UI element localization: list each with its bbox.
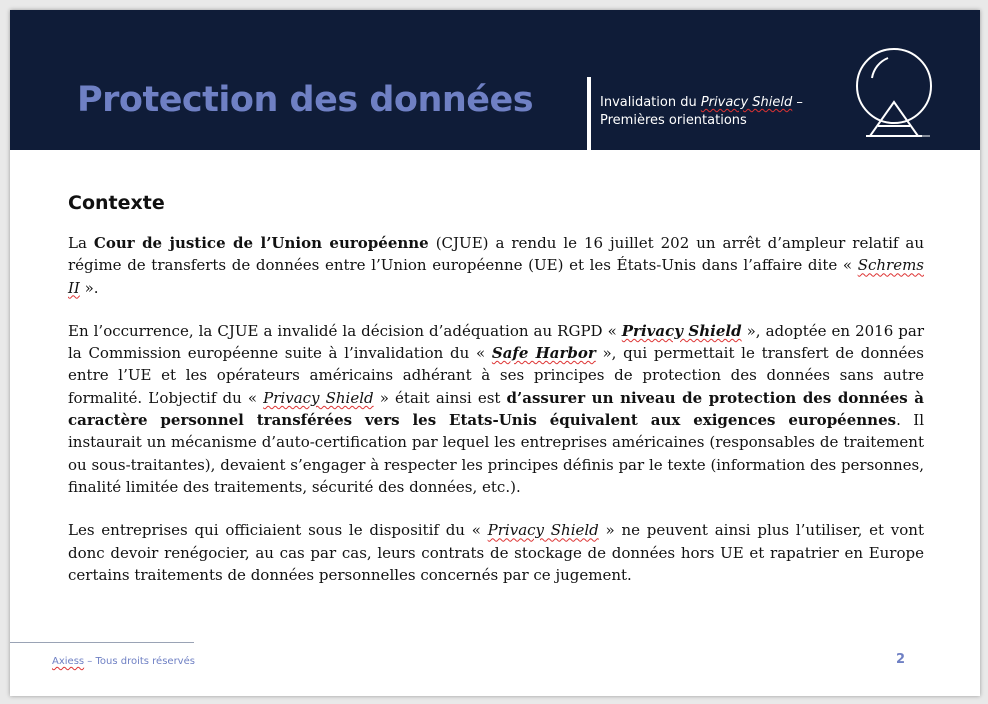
bold-italic-run: Safe Harbor (491, 344, 596, 363)
text-run: » était ainsi est (373, 388, 507, 407)
subtitle-prefix: Invalidation du (600, 95, 701, 110)
text-run: (CJUE) a rendu le 16 juillet 202 un arrêt d’ampleur relatif au régime de transferts de données entre l’Union européenne (UE) et les États-Unis dans l’affaire dite « (68, 234, 925, 275)
page-number: 2 (896, 652, 906, 667)
text-run: Les entreprises qui officiaient sous le dispositif du « (68, 521, 488, 540)
text-run: En l’occurrence, la CJUE a invalidé la décision d’adéquation au RGPD « (68, 321, 622, 340)
header-banner (10, 10, 980, 150)
subtitle-suffix: – (792, 95, 803, 110)
header-divider (587, 77, 591, 150)
text-run: », qui permettait le transfert de données entre l’UE et les opérateurs américains adhérant à ses principes de protection des données sans autre formalité. L’objectif du « (68, 344, 924, 407)
document-page (10, 10, 980, 696)
text-run: » ne peuvent ainsi plus l’utiliser, et vont donc devoir renégocier, au cas par cas, leurs contrats de stockage de données hors UE et rapatrier en Europe certains traitements de données personnelles concernés par ce jugement. (68, 521, 924, 584)
text-run: », adoptée en 2016 par la Commission européenne suite à l’invalidation du « (68, 321, 924, 363)
main-content (68, 190, 924, 607)
paragraph-consequences (68, 519, 924, 586)
italic-run: Privacy Shield (263, 388, 374, 407)
text-run: ». (79, 278, 99, 297)
footer-brand: Axiess (52, 656, 85, 667)
paragraph-intro (68, 232, 924, 299)
footer-divider (10, 642, 194, 643)
bold-run: Cour de justice de l’Union européenne (93, 234, 429, 252)
subtitle-italic: Privacy Shield (700, 95, 793, 110)
italic-run: Schrems II (68, 256, 924, 297)
header-subtitle (600, 94, 803, 130)
italic-run: Privacy Shield (487, 521, 599, 540)
bold-run: d’assurer un niveau de protection des données à caractère personnel transférées vers les Etats-Unis équivalent aux exigences européennes (68, 388, 924, 430)
section-title: Contexte (68, 192, 165, 214)
paragraph-details (68, 320, 924, 498)
bold-italic-run: Privacy Shield (621, 321, 742, 340)
text-run: La (68, 234, 94, 252)
text-run: . Il instaurait un mécanisme d’auto-certification par lequel les entreprises américaines (responsables de traitement ou sous-traitantes), devaient s’engager à respecter les principes définis par le texte (information des personnes, finalité limitée des traitements, sécurité des données, etc.). (68, 411, 925, 496)
brand-logo-icon (852, 44, 936, 140)
page-title: Protection des données (77, 80, 534, 120)
footer-rights: – Tous droits réservés (84, 656, 195, 667)
footer-copyright (52, 656, 195, 667)
subtitle-line2: Premières orientations (600, 113, 747, 128)
